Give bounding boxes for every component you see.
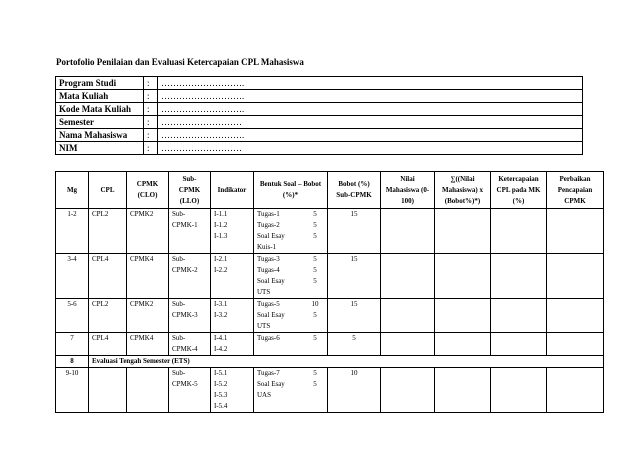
header-mg: Mg	[56, 172, 89, 209]
ets-row	[56, 356, 604, 368]
cell-sum	[435, 368, 491, 413]
table-row	[56, 209, 604, 254]
cell-indikator	[211, 209, 254, 254]
bentuk-name: Tugas-1	[257, 210, 280, 218]
bentuk-item	[257, 242, 324, 253]
info-row	[56, 90, 583, 103]
header-cpmk: CPMK (CLO)	[127, 172, 169, 209]
indikator-item: I-4.1	[214, 334, 228, 342]
header-cpl: CPL	[89, 172, 127, 209]
indikator-item: I-2.1	[214, 255, 228, 263]
cell-perbaikan	[547, 333, 604, 356]
ets-mg: 8	[56, 356, 89, 368]
indikator-item: I-2.2	[214, 266, 228, 274]
bentuk-item	[257, 287, 324, 298]
bentuk-item	[257, 333, 324, 344]
cell-bobot: 15	[328, 254, 381, 299]
info-row	[56, 77, 583, 90]
cell-perbaikan	[547, 299, 604, 333]
cell-cpmk: CPMK2	[127, 299, 169, 333]
bentuk-item	[257, 379, 324, 390]
bentuk-name: Soal Esay	[257, 232, 285, 240]
indikator-item: I-3.2	[214, 311, 228, 319]
page-title: Portofolio Penilaian dan Evaluasi Ketercapaian CPL Mahasiswa	[56, 57, 304, 67]
bentuk-name: Tugas-2	[257, 221, 280, 229]
cell-bentuk-soal	[254, 254, 328, 299]
header-sum: ∑((Nilai Mahasiswa) x (Bobot%)*)	[435, 172, 491, 209]
bentuk-item	[257, 276, 324, 287]
indikator-item: I-1.3	[214, 232, 228, 240]
cell-bentuk-soal	[254, 299, 328, 333]
bentuk-item	[257, 254, 324, 265]
cell-bobot: 5	[328, 333, 381, 356]
cell-cpl: CPL4	[89, 333, 127, 356]
ets-label: Evaluasi Tengah Semester (ETS)	[89, 356, 604, 368]
cell-sum	[435, 333, 491, 356]
info-row	[56, 129, 583, 142]
cell-nilai	[381, 333, 435, 356]
cell-sub-cpmk: Sub-CPMK-2	[169, 254, 211, 299]
cell-mg: 1-2	[56, 209, 89, 254]
info-label: Program Studi	[56, 77, 144, 90]
cell-ketercapaian	[491, 368, 547, 413]
cell-bentuk-soal	[254, 368, 328, 413]
indikator-item: I-5.1	[214, 369, 228, 377]
bentuk-weight: 10	[311, 300, 319, 308]
bentuk-name: Tugas-6	[257, 334, 280, 342]
info-value: ……………………….	[158, 90, 583, 103]
info-colon: :	[144, 129, 158, 142]
info-row	[56, 142, 583, 155]
bentuk-name: Tugas-5	[257, 300, 280, 308]
cell-bobot: 15	[328, 209, 381, 254]
info-label: Nama Mahasiswa	[56, 129, 144, 142]
cell-cpmk: CPMK2	[127, 209, 169, 254]
bentuk-name: UAS	[257, 391, 272, 399]
indikator-item: I-4.2	[214, 345, 228, 353]
cell-indikator	[211, 299, 254, 333]
indikator-item: I-1.2	[214, 221, 228, 229]
info-value: ……………………….	[158, 77, 583, 90]
bentuk-item	[257, 321, 324, 332]
bentuk-name: Soal Esay	[257, 311, 285, 319]
table-row	[56, 368, 604, 413]
info-label: Semester	[56, 116, 144, 129]
cell-indikator	[211, 254, 254, 299]
cell-indikator	[211, 368, 254, 413]
bentuk-item	[257, 310, 324, 321]
bentuk-name: UTS	[257, 288, 271, 296]
cell-mg: 7	[56, 333, 89, 356]
indikator-item: I-3.1	[214, 300, 228, 308]
cell-mg: 3-4	[56, 254, 89, 299]
bentuk-name: Kuis-1	[257, 243, 277, 251]
header-bentuk-soal: Bentuk Soal – Bobot (%)*	[254, 172, 328, 209]
header-bobot: Bobot (%) Sub-CPMK	[328, 172, 381, 209]
table-header-row	[56, 172, 604, 209]
bentuk-weight: 5	[313, 380, 317, 388]
bentuk-weight	[306, 287, 324, 298]
header-nilai: Nilai Mahasiswa (0-100)	[381, 172, 435, 209]
cell-bobot: 10	[328, 368, 381, 413]
cell-cpl: CPL2	[89, 209, 127, 254]
header-indikator: Indikator	[211, 172, 254, 209]
bentuk-name: Soal Esay	[257, 277, 285, 285]
info-colon: :	[144, 142, 158, 155]
cell-cpl: CPL2	[89, 299, 127, 333]
cell-sub-cpmk: Sub-CPMK-5	[169, 368, 211, 413]
cell-sum	[435, 209, 491, 254]
info-colon: :	[144, 116, 158, 129]
info-value: ……………………….	[158, 103, 583, 116]
table-row	[56, 254, 604, 299]
bentuk-weight: 5	[313, 255, 317, 263]
indikator-item: I-5.4	[214, 402, 228, 410]
bentuk-weight: 5	[313, 277, 317, 285]
cell-cpl	[89, 368, 127, 413]
bentuk-name: UTS	[257, 322, 271, 330]
cell-cpmk: CPMK4	[127, 333, 169, 356]
bentuk-weight	[306, 242, 324, 253]
header-perbaikan: Perbaikan Pencapaian CPMK	[547, 172, 604, 209]
info-row	[56, 103, 583, 116]
bentuk-name: Tugas-3	[257, 255, 280, 263]
assessment-table	[55, 171, 604, 413]
cell-sum	[435, 299, 491, 333]
cell-sum	[435, 254, 491, 299]
cell-perbaikan	[547, 254, 604, 299]
bentuk-item	[257, 220, 324, 231]
bentuk-weight: 5	[313, 221, 317, 229]
course-info-table	[55, 76, 583, 155]
cell-ketercapaian	[491, 299, 547, 333]
cell-indikator	[211, 333, 254, 356]
cell-nilai	[381, 209, 435, 254]
bentuk-weight: 5	[313, 266, 317, 274]
cell-cpmk: CPMK4	[127, 254, 169, 299]
info-value: ……………………….	[158, 129, 583, 142]
bentuk-item	[257, 209, 324, 220]
bentuk-weight: 5	[313, 369, 317, 377]
cell-sub-cpmk: Sub-CPMK-1	[169, 209, 211, 254]
cell-ketercapaian	[491, 254, 547, 299]
cell-perbaikan	[547, 209, 604, 254]
info-row	[56, 116, 583, 129]
indikator-item: I-5.2	[214, 380, 228, 388]
info-colon: :	[144, 103, 158, 116]
info-colon: :	[144, 77, 158, 90]
cell-cpl: CPL4	[89, 254, 127, 299]
cell-bobot: 15	[328, 299, 381, 333]
cell-perbaikan	[547, 368, 604, 413]
indikator-item: I-1.1	[214, 210, 228, 218]
info-label: Kode Mata Kuliah	[56, 103, 144, 116]
cell-nilai	[381, 254, 435, 299]
cell-sub-cpmk: Sub-CPMK-3	[169, 299, 211, 333]
info-label: NIM	[56, 142, 144, 155]
cell-bentuk-soal	[254, 209, 328, 254]
indikator-item: I-5.3	[214, 391, 228, 399]
bentuk-weight: 5	[313, 232, 317, 240]
cell-mg: 9-10	[56, 368, 89, 413]
info-colon: :	[144, 90, 158, 103]
cell-mg: 5-6	[56, 299, 89, 333]
header-sub-cpmk: Sub-CPMK (LLO)	[169, 172, 211, 209]
bentuk-weight: 5	[313, 334, 317, 342]
bentuk-weight	[306, 321, 324, 332]
cell-sub-cpmk: Sub-CPMK-4	[169, 333, 211, 356]
bentuk-name: Tugas-7	[257, 369, 280, 377]
bentuk-item	[257, 390, 324, 401]
cell-cpmk	[127, 368, 169, 413]
bentuk-weight: 5	[313, 311, 317, 319]
bentuk-item	[257, 299, 324, 310]
cell-nilai	[381, 299, 435, 333]
cell-ketercapaian	[491, 333, 547, 356]
cell-ketercapaian	[491, 209, 547, 254]
bentuk-item	[257, 265, 324, 276]
cell-bentuk-soal	[254, 333, 328, 356]
bentuk-item	[257, 368, 324, 379]
bentuk-name: Tugas-4	[257, 266, 280, 274]
table-row	[56, 333, 604, 356]
bentuk-weight: 5	[313, 210, 317, 218]
info-value: ………………………	[158, 116, 583, 129]
bentuk-weight	[306, 390, 324, 401]
cell-nilai	[381, 368, 435, 413]
table-row	[56, 299, 604, 333]
header-ketercapaian: Ketercapaian CPL pada MK (%)	[491, 172, 547, 209]
info-label: Mata Kuliah	[56, 90, 144, 103]
bentuk-name: Soal Esay	[257, 380, 285, 388]
bentuk-item	[257, 231, 324, 242]
info-value: ………………………	[158, 142, 583, 155]
